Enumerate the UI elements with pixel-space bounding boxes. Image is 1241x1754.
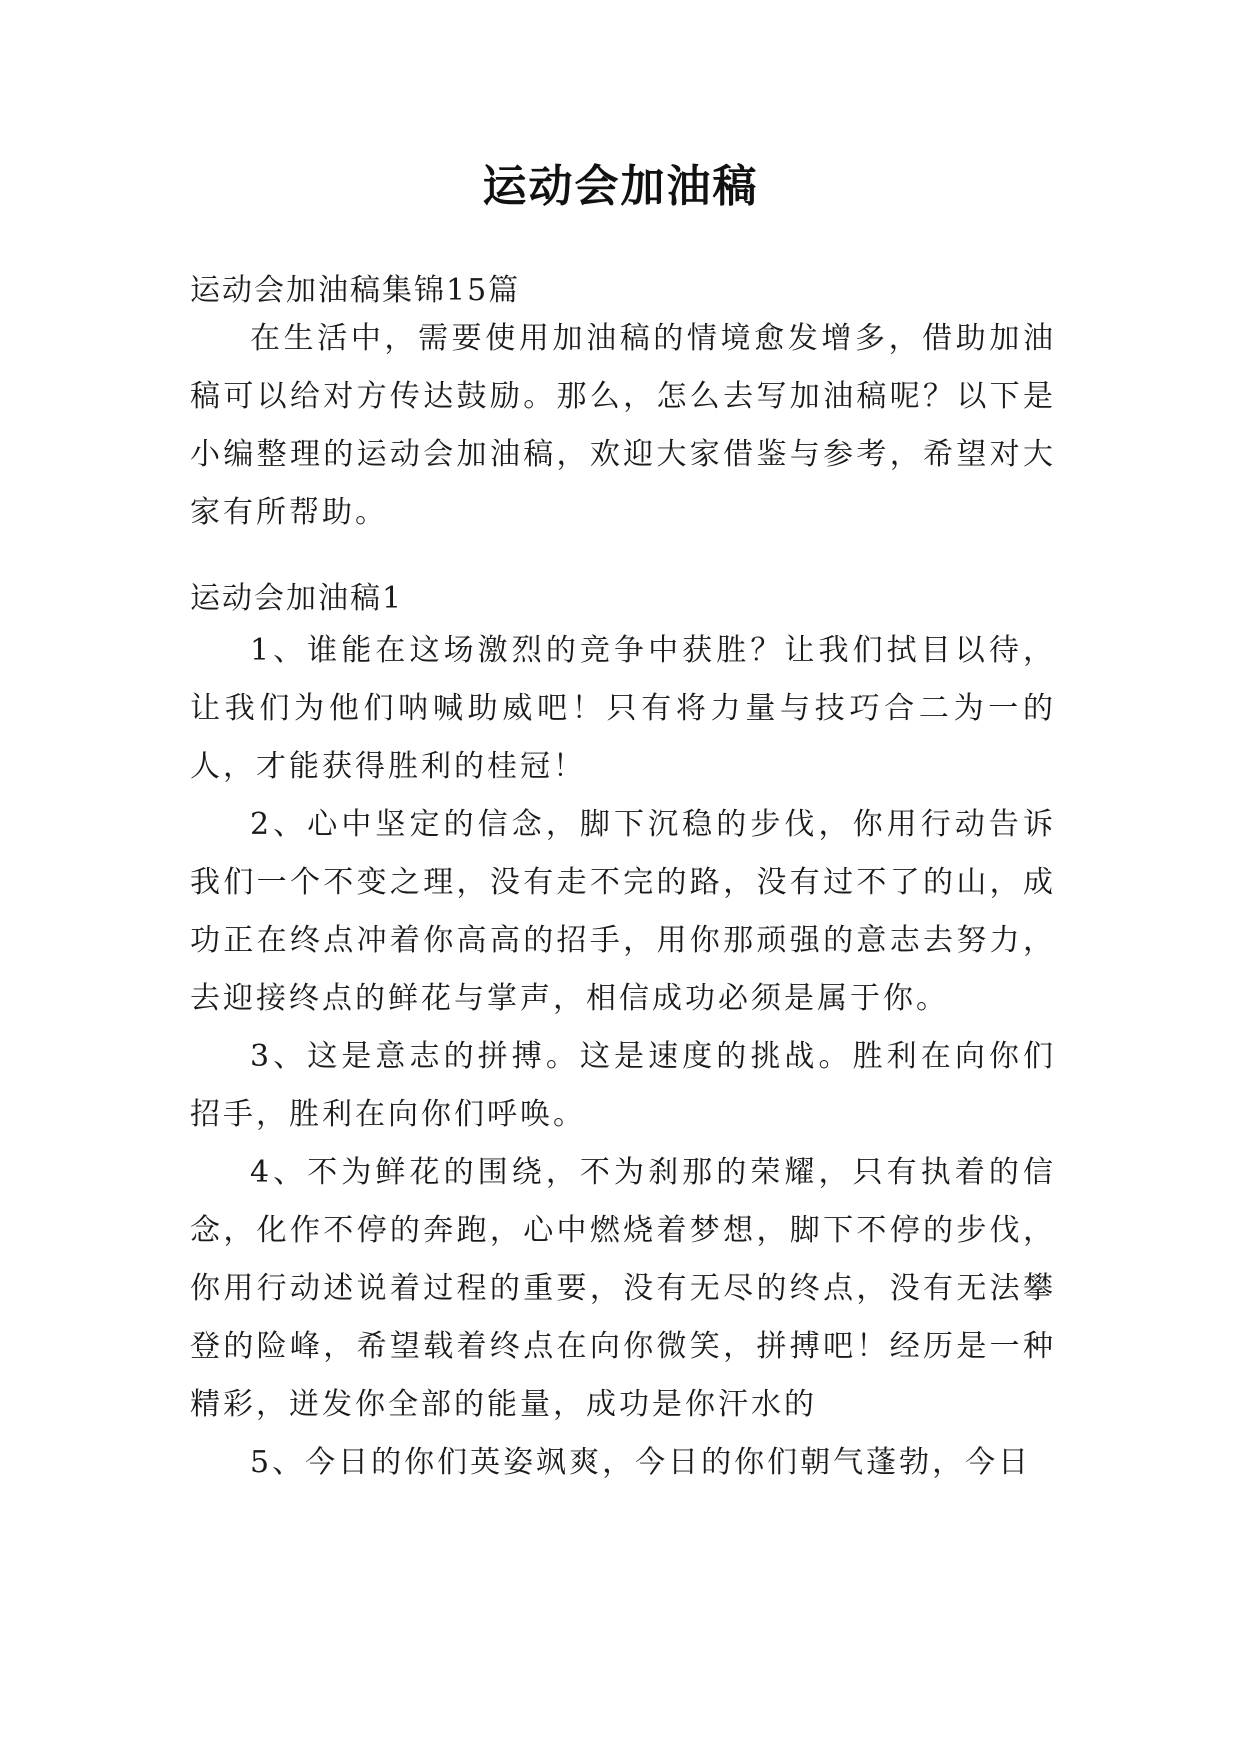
intro-paragraph: 在生活中，需要使用加油稿的情境愈发增多，借助加油稿可以给对方传达鼓励。那么，怎么去写加油稿呢？以下是小编整理的运动会加油稿，欢迎大家借鉴与参考，希望对大家有所帮助。 (190, 321, 1056, 530)
intro-block (190, 310, 1056, 542)
collection-heading: 运动会加油稿集锦15篇 (190, 273, 521, 308)
section-body (190, 622, 1056, 1492)
list-item: 4、不为鲜花的围绕，不为刹那的荣耀，只有执着的信念，化作不停的奔跑，心中燃烧着梦想，脚下不停的步伐，你用行动述说着过程的重要，没有无尽的终点，没有无法攀登的险峰，希望载着终点在向你微笑，拼搏吧！经历是一种精彩，迸发你全部的能量，成功是你汗水的 (190, 1155, 1056, 1422)
section-heading: 运动会加油稿1 (190, 581, 404, 616)
document-title: 运动会加油稿 (482, 161, 759, 212)
list-item: 3、这是意志的拼搏。这是速度的挑战。胜利在向你们招手，胜利在向你们呼唤。 (190, 1039, 1056, 1132)
list-item: 1、谁能在这场激烈的竞争中获胜？让我们拭目以待，让我们为他们呐喊助威吧！只有将力量与技巧合二为一的人，才能获得胜利的桂冠！ (190, 633, 1056, 784)
list-item: 2、心中坚定的信念，脚下沉稳的步伐，你用行动告诉我们一个不变之理，没有走不完的路，没有过不了的山，成功正在终点冲着你高高的招手，用你那顽强的意志去努力，去迎接终点的鲜花与掌声，相信成功必须是属于你。 (190, 807, 1056, 1016)
list-item: 5、今日的你们英姿飒爽，今日的你们朝气蓬勃，今日 (250, 1445, 1032, 1480)
